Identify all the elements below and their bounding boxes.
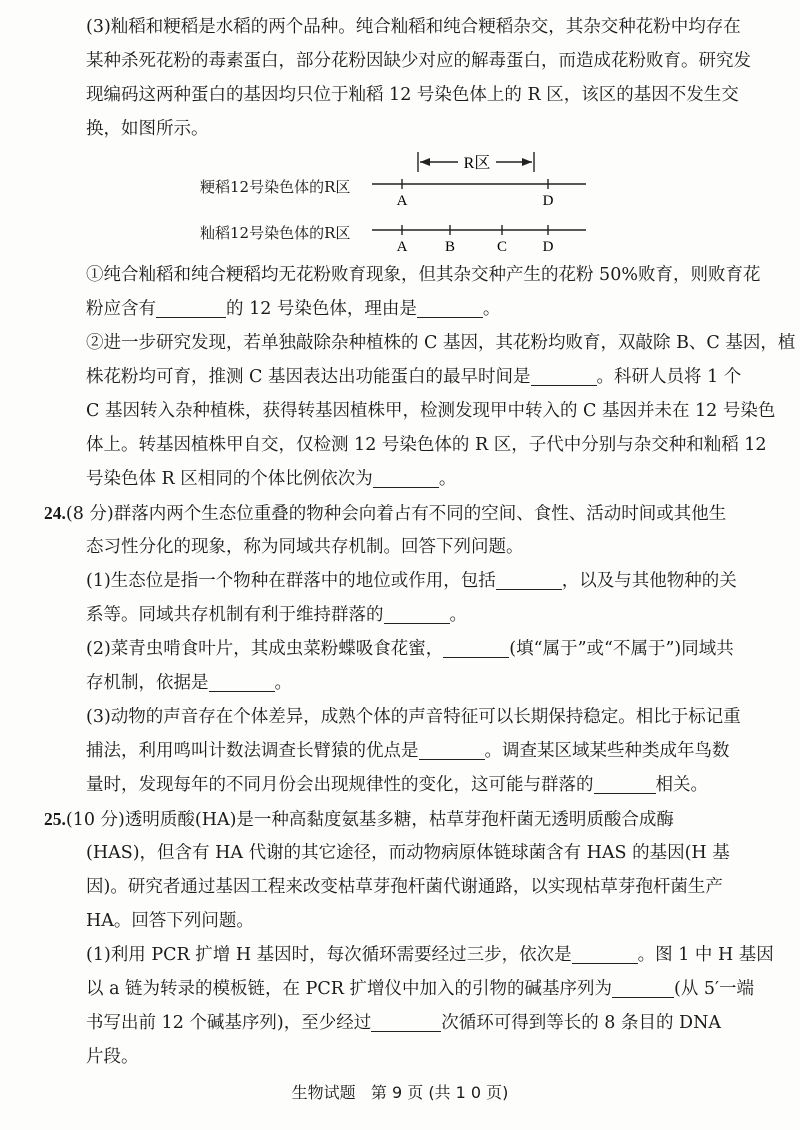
q25-s1-text-f: 次循环可得到等长的 8 条目的 DNA	[441, 1013, 722, 1033]
row2-marker-d: D	[542, 239, 554, 255]
q25-line-4: HA。回答下列问题。	[86, 911, 254, 931]
answer-blank[interactable]	[419, 737, 485, 760]
footer-subject: 生物试题	[291, 1083, 356, 1102]
q25-s1-text-c: 以 a 链为转录的模板链，在 PCR 扩增仪中加入的引物的碱基序列为	[86, 979, 613, 999]
q23-sub2-line-3: C 基因转入杂种植株，获得转基因植株甲，检测发现甲中转入的 C 基因并未在 12 号染色	[86, 401, 776, 421]
answer-blank[interactable]	[384, 601, 450, 624]
diagram-row1-label: 粳稻12号染色体的R区	[200, 178, 351, 196]
q24-s1-text-d: 。	[449, 605, 467, 625]
row1-marker-a: A	[396, 193, 408, 209]
q24-head: (8 分)群落内两个生态位重叠的物种会向着占有不同的空间、食性、活动时间或其他生	[65, 504, 727, 524]
q25-s1-text-e: 书写出前 12 个碱基序列)，至少经过	[86, 1013, 372, 1033]
q23-3-line-4: 换，如图所示。	[86, 119, 209, 139]
question-number: 25.	[44, 809, 66, 829]
q24-s2-text-a: (2)菜青虫啃食叶片，其成虫菜粉蝶吸食花蜜，	[86, 639, 444, 659]
answer-blank[interactable]	[373, 465, 439, 488]
q24-line-1	[44, 496, 726, 531]
q23-sub1-line-1: ①纯合籼稻和纯合粳稻均无花粉败育现象，但其杂交种产生的花粉 50%败育，则败育花	[86, 265, 761, 285]
q25-line-3: 因)。研究者通过基因工程来改变枯草芽孢杆菌代谢通路，以实现枯草芽孢杆菌生产	[86, 877, 723, 897]
q24-s1-text-b: ，以及与其他物种的关	[561, 571, 737, 591]
q23-sub1-text-c: 。	[482, 299, 501, 319]
q24-s2-text-b: (填“属于”或“不属于”)同域共	[509, 639, 734, 659]
q23-sub1-line-2	[86, 292, 500, 326]
q23-sub2-text-a: 株花粉均可育，推测 C 基因表达出功能蛋白的最早时间是	[86, 367, 531, 387]
region-label: R区	[463, 155, 491, 172]
q25-line-2: (HAS)，但含有 HA 代谢的其它途径，而动物病原体链球菌含有 HAS 的基因(H 基	[86, 843, 730, 863]
q24-s1-line-2	[86, 598, 467, 632]
q24-s3-line-3	[86, 768, 708, 802]
footer-total-pages: (共 1 0 页)	[428, 1083, 509, 1102]
q24-s2-text-d: 。	[274, 673, 292, 693]
answer-blank[interactable]	[496, 567, 562, 590]
q25-s1-line-4: 片段。	[86, 1047, 139, 1067]
q23-sub2-line-5	[86, 462, 456, 496]
q24-s1-text-c: 系等。同域共存机制有利于维持群落的	[86, 605, 384, 625]
q25-s1-text-d: (从 5′一端	[674, 979, 755, 999]
q24-s3-text-b: 。调查某区域某些种类成年鸟数	[484, 741, 730, 761]
region-arrow-right-head	[522, 158, 532, 166]
q23-sub2-line-1: ②进一步研究发现，若单独敲除杂种植株的 C 基因，其花粉均败育，双敲除 B、C 基因，植	[86, 333, 796, 353]
q25-s1-text-b: 。图 1 中 H 基因	[637, 945, 774, 965]
q24-s3-text-c: 量时，发现每年的不同月份会出现规律性的变化，这可能与群落的	[86, 775, 594, 795]
q25-s1-line-3	[86, 1006, 721, 1040]
q24-s1-text-a: (1)生态位是指一个物种在群落中的地位或作用，包括	[86, 571, 496, 591]
q24-s3-line-1: (3)动物的声音存在个体差异，成熟个体的声音特征可以长期保持稳定。相比于标记重	[86, 707, 741, 727]
q24-s2-line-1	[86, 632, 734, 666]
q24-s3-text-a: 捕法，利用鸣叫计数法调查长臂猿的优点是	[86, 741, 419, 761]
q25-s1-line-2	[86, 972, 754, 1006]
row2-marker-a: A	[396, 239, 408, 255]
page-footer	[0, 1080, 800, 1103]
answer-blank[interactable]	[594, 771, 656, 794]
q23-sub2-line-2	[86, 360, 741, 394]
row2-marker-c: C	[496, 239, 508, 255]
q23-3-line-1: (3)籼稻和粳稻是水稻的两个品种。纯合籼稻和纯合粳稻杂交，其杂交种花粉中均存在	[86, 17, 741, 37]
q24-line-2: 态习性分化的现象，称为同域共存机制。回答下列问题。	[86, 537, 524, 557]
q24-s3-line-2	[86, 734, 730, 768]
q24-s2-text-c: 存机制，依据是	[86, 673, 209, 693]
question-number: 24.	[44, 503, 66, 523]
q23-sub2-text-d: 。	[438, 469, 457, 489]
q25-head: (10 分)透明质酸(HA)是一种高黏度氨基多糖，枯草芽孢杆菌无透明质酸合成酶	[65, 810, 674, 830]
answer-blank[interactable]	[572, 941, 638, 964]
q23-sub1-text-b: 的 12 号染色体，理由是	[226, 299, 417, 319]
answer-blank[interactable]	[443, 635, 509, 658]
answer-blank[interactable]	[417, 295, 483, 318]
answer-blank[interactable]	[156, 295, 226, 318]
q23-3-line-2: 某种杀死花粉的毒素蛋白，部分花粉因缺少对应的解毒蛋白，而造成花粉败育。研究发	[86, 51, 751, 71]
q24-s1-line-1	[86, 564, 737, 598]
q23-sub2-text-c: 号染色体 R 区相同的个体比例依次为	[86, 469, 373, 489]
q23-sub2-line-4: 体上。转基因植株甲自交，仅检测 12 号染色体的 R 区，子代中分别与杂交种和籼稻 12	[86, 435, 767, 455]
q23-sub1-text-a: 粉应含有	[86, 299, 156, 319]
q25-line-1	[44, 802, 674, 837]
q24-s2-line-2	[86, 666, 292, 700]
q25-s1-line-1	[86, 938, 774, 972]
diagram-row2-label: 籼稻12号染色体的R区	[200, 224, 351, 242]
q24-s3-text-d: 相关。	[655, 775, 708, 795]
row2-marker-b: B	[444, 239, 456, 255]
row1-marker-d: D	[542, 193, 554, 209]
q23-3-line-3: 现编码这两种蛋白的基因均只位于籼稻 12 号染色体上的 R 区，该区的基因不发生交	[86, 85, 739, 105]
footer-page-number: 第 9 页	[370, 1083, 424, 1102]
answer-blank[interactable]	[612, 975, 674, 998]
region-arrow-left-head	[420, 158, 430, 166]
q25-s1-text-a: (1)利用 PCR 扩增 H 基因时，每次循环需要经过三步，依次是	[86, 945, 572, 965]
chromosome-diagram-svg	[0, 0, 800, 260]
answer-blank[interactable]	[209, 669, 275, 692]
q23-sub2-text-b: 。科研人员将 1 个	[596, 367, 742, 387]
answer-blank[interactable]	[371, 1009, 441, 1032]
answer-blank[interactable]	[531, 363, 597, 386]
